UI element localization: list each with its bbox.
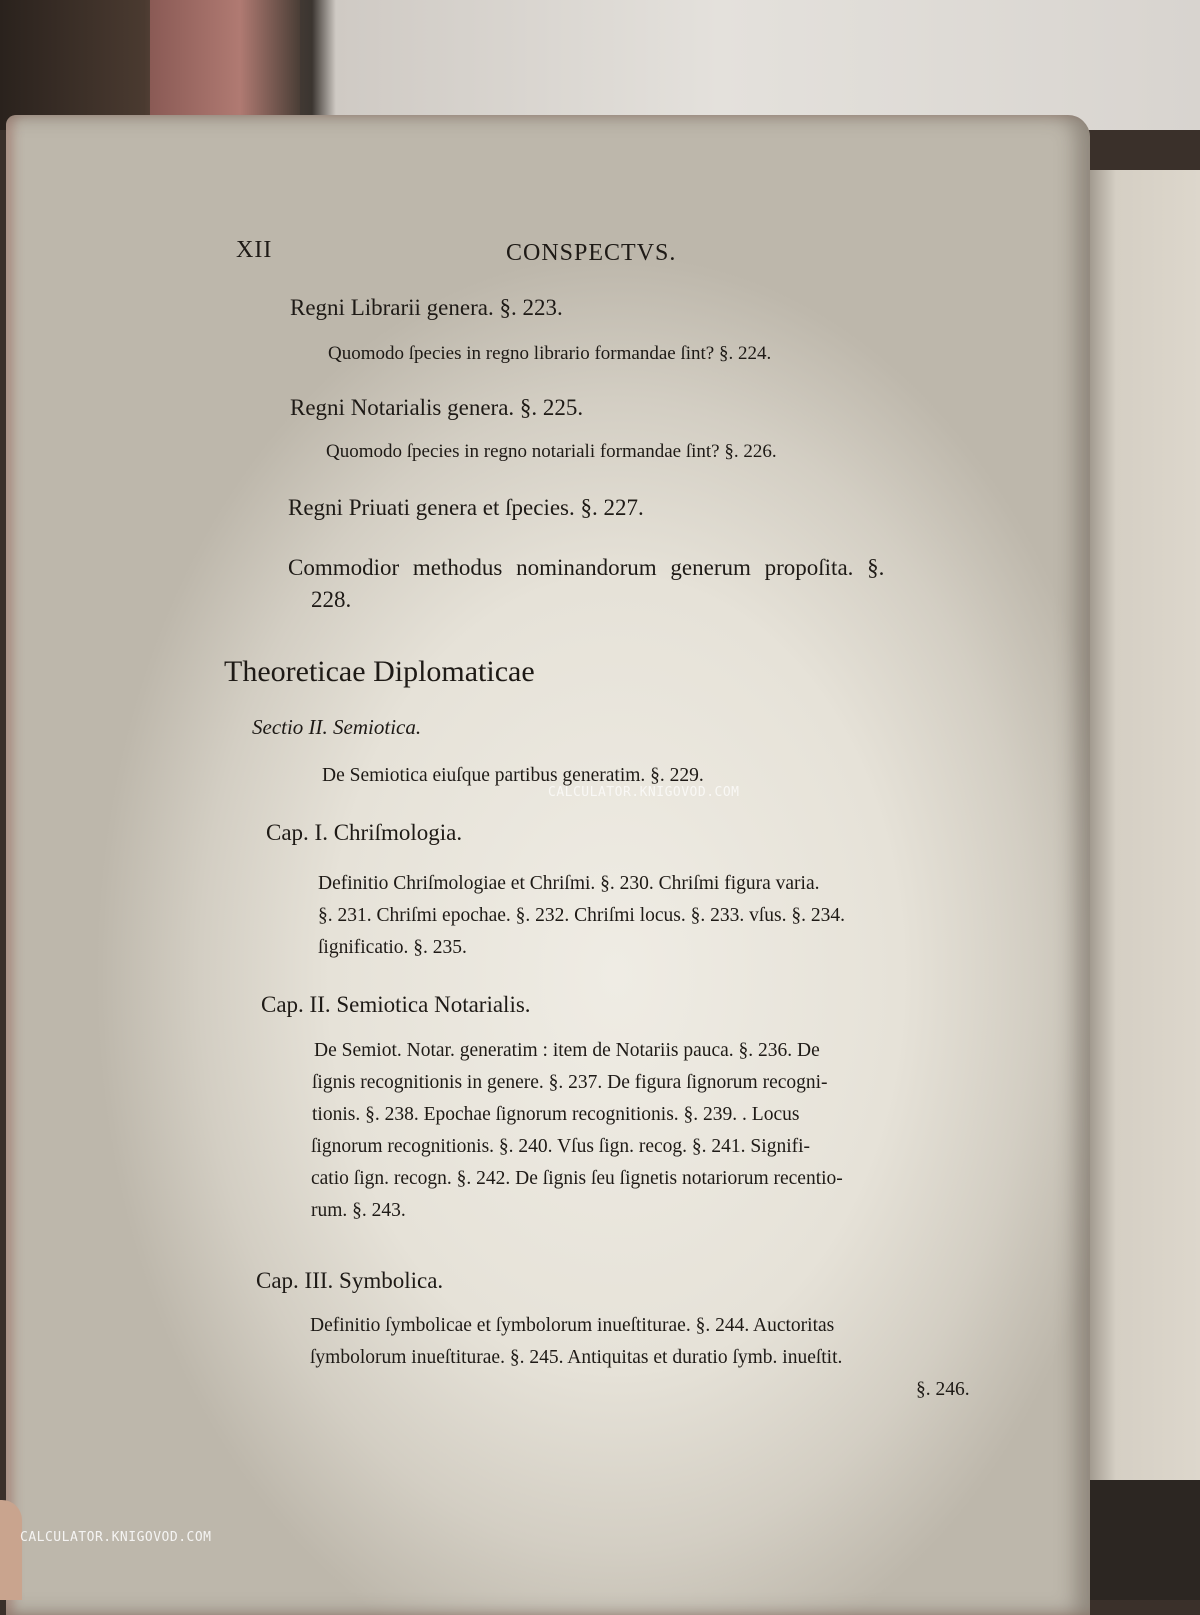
chapter-heading: Cap. I. Chriſmologia. <box>266 820 463 845</box>
toc-entry: Quomodo ſpecies in regno notariali formandae ſint? §. 226. <box>326 441 777 462</box>
book-page <box>6 115 1090 1615</box>
chapter-line: Definitio Chriſmologiae et Chriſmi. §. 230. Chriſmi figura varia. <box>318 873 820 894</box>
chapter-line: Definitio ſymbolicae et ſymbolorum inueſtiturae. §. 244. Auctoritas <box>310 1315 835 1336</box>
toc-entry: Regni Librarii genera. §. 223. <box>290 295 563 320</box>
chapter-line: ſignificatio. §. 235. <box>318 937 467 958</box>
chapter-line: tionis. §. 238. Epochae ſignorum recognitionis. §. 239. . Locus <box>312 1104 800 1125</box>
chapter-line: §. 231. Chriſmi epochae. §. 232. Chriſmi locus. §. 233. vſus. §. 234. <box>318 905 846 926</box>
chapter-line: ſignis recognitionis in genere. §. 237. De figura ſignorum recogni- <box>312 1072 828 1093</box>
chapter-line: ſignorum recognitionis. §. 240. Vſus ſign. recog. §. 241. Signifi- <box>311 1136 811 1157</box>
chapter-line: De Semiot. Notar. generatim : item de Notariis pauca. §. 236. De <box>314 1040 820 1061</box>
toc-entry: Quomodo ſpecies in regno librario formandae ſint? §. 224. <box>328 343 772 364</box>
chapter-line: catio ſign. recogn. §. 242. De ſignis ſeu ſignetis notariorum recentio- <box>311 1168 843 1189</box>
toc-entry: 228. <box>311 587 352 612</box>
toc-entry: Commodior methodus nominandorum generum propoſita. §. <box>288 555 885 580</box>
chapter-line: §. 246. <box>916 1379 970 1400</box>
toc-entry: Regni Notarialis genera. §. 225. <box>290 395 584 420</box>
facing-page-edge <box>1080 170 1200 1500</box>
thumb <box>0 1500 22 1600</box>
section-subtitle: Sectio II. Semiotica. <box>252 715 422 739</box>
section-title: Theoreticae Diplomaticae <box>224 655 535 688</box>
shadow <box>1085 1480 1200 1600</box>
watermark: CALCULATOR.KNIGOVOD.COM <box>20 1530 212 1545</box>
page-number: XII <box>236 237 273 263</box>
chapter-line: ſymbolorum inueſtiturae. §. 245. Antiquitas et duratio ſymb. inueſtit. <box>310 1347 843 1368</box>
section-intro: De Semiotica eiuſque partibus generatim. §. 229. <box>322 765 704 786</box>
chapter-heading: Cap. III. Symbolica. <box>256 1268 444 1293</box>
toc-entry: Regni Priuati genera et ſpecies. §. 227. <box>288 495 644 520</box>
chapter-line: rum. §. 243. <box>311 1200 406 1221</box>
chapter-heading: Cap. II. Semiotica Notarialis. <box>261 992 531 1017</box>
running-title: CONSPECTVS. <box>506 240 677 266</box>
watermark: CALCULATOR.KNIGOVOD.COM <box>548 785 740 800</box>
book-cover-edge <box>150 0 300 125</box>
